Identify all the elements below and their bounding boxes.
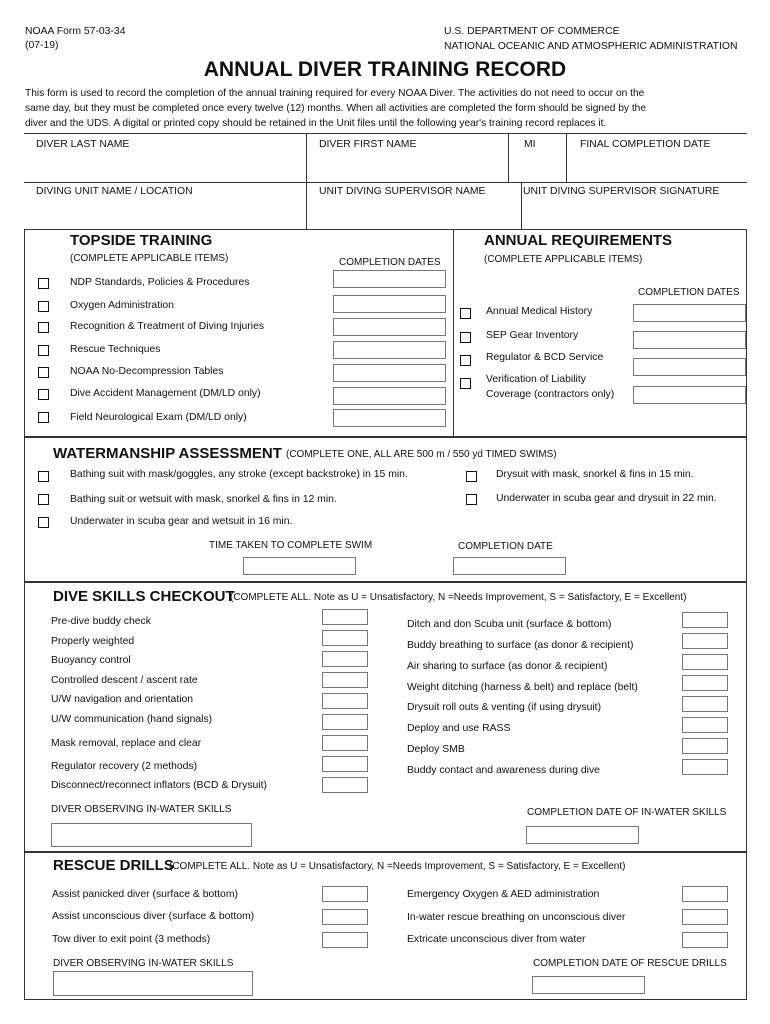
intro-line-2: same day, but they must be completed once every twelve (12) months. When all activities are completed the form should be signed by the	[25, 103, 646, 114]
dive-skill-rating-field[interactable]	[682, 717, 728, 733]
rescue-drill-label: Tow diver to exit point (3 methods)	[52, 934, 211, 945]
rescue-drill-rating-field[interactable]	[682, 909, 728, 925]
rescue-date-field[interactable]	[532, 976, 645, 994]
annual-date-field-1[interactable]	[633, 304, 746, 322]
final-completion-date-label: FINAL COMPLETION DATE	[580, 139, 711, 150]
dive-skills-date-label: COMPLETION DATE OF IN-WATER SKILLS	[527, 807, 727, 818]
annual-item-label: SEP Gear Inventory	[486, 330, 579, 341]
rescue-date-label: COMPLETION DATE OF RESCUE DRILLS	[533, 958, 727, 969]
rescue-drills-note: (COMPLETE ALL. Note as U = Unsatisfactory, N =Needs Improvement, S = Satisfactory, E = Excellent)	[169, 861, 626, 872]
form-number: NOAA Form 57-03-34	[25, 26, 126, 37]
topside-item-label: NOAA No-Decompression Tables	[70, 366, 224, 377]
dive-skill-label: Regulator recovery (2 methods)	[51, 761, 198, 772]
dive-skill-rating-field[interactable]	[682, 759, 728, 775]
rescue-observer-field[interactable]	[53, 971, 253, 996]
uds-name-label: UNIT DIVING SUPERVISOR NAME	[319, 186, 486, 197]
annual-requirements-heading: ANNUAL REQUIREMENTS	[484, 232, 673, 249]
topside-checkbox-6[interactable]	[38, 389, 49, 400]
annual-item-label: Regulator & BCD Service	[486, 352, 604, 363]
annual-date-field-3[interactable]	[633, 358, 746, 376]
topside-date-field-3[interactable]	[333, 318, 446, 336]
dive-skill-label: Disconnect/reconnect inflators (BCD & Drysuit)	[51, 780, 267, 791]
dive-skill-label: Buoyancy control	[51, 655, 131, 666]
annual-note: (COMPLETE APPLICABLE ITEMS)	[484, 254, 643, 265]
dive-skill-rating-field[interactable]	[682, 696, 728, 712]
topside-dates-label: COMPLETION DATES	[339, 257, 441, 268]
topside-note: (COMPLETE APPLICABLE ITEMS)	[70, 253, 229, 264]
rescue-drills-heading: RESCUE DRILLS	[53, 857, 174, 874]
swim-option-checkbox-1[interactable]	[38, 471, 49, 482]
dive-skill-rating-field[interactable]	[322, 630, 368, 646]
swim-option-checkbox-3[interactable]	[38, 517, 49, 528]
dive-skill-label: Buddy breathing to surface (as donor & recipient)	[407, 640, 634, 651]
annual-checkbox-3[interactable]	[460, 355, 471, 366]
topside-training-heading: TOPSIDE TRAINING	[70, 232, 213, 249]
diver-first-name-field[interactable]	[307, 152, 507, 182]
diver-first-name-label: DIVER FIRST NAME	[319, 139, 417, 150]
department-name: U.S. DEPARTMENT OF COMMERCE	[444, 26, 620, 37]
watermanship-note: (COMPLETE ONE, ALL ARE 500 m / 550 yd TIMED SWIMS)	[286, 449, 557, 460]
dive-skill-rating-field[interactable]	[322, 777, 368, 793]
swim-time-label: TIME TAKEN TO COMPLETE SWIM	[209, 540, 373, 551]
rescue-drill-rating-field[interactable]	[682, 932, 728, 948]
swim-completion-date-label: COMPLETION DATE	[458, 541, 553, 552]
dive-skill-label: U/W communication (hand signals)	[51, 714, 213, 725]
rescue-drill-label: In-water rescue breathing on unconscious diver	[407, 912, 626, 923]
middle-initial-field[interactable]	[509, 152, 565, 182]
dive-skill-rating-field[interactable]	[682, 612, 728, 628]
rescue-drill-label: Assist unconscious diver (surface & bottom)	[52, 911, 255, 922]
dive-skill-label: Buddy contact and awareness during dive	[407, 765, 600, 776]
topside-item-label: NDP Standards, Policies & Procedures	[70, 277, 250, 288]
middle-initial-label: MI	[524, 139, 536, 150]
topside-date-field-7[interactable]	[333, 409, 446, 427]
topside-date-field-1[interactable]	[333, 270, 446, 288]
annual-dates-label: COMPLETION DATES	[638, 287, 740, 298]
form-date: (07-19)	[25, 40, 59, 51]
annual-date-field-4[interactable]	[633, 386, 746, 404]
watermanship-heading: WATERMANSHIP ASSESSMENT	[53, 445, 282, 462]
swim-option-label: Drysuit with mask, snorkel & fins in 15 min.	[496, 469, 694, 480]
annual-item-label: Annual Medical History	[486, 306, 593, 317]
uds-name-field[interactable]	[307, 199, 519, 229]
swim-completion-date-field[interactable]	[453, 557, 566, 575]
swim-option-label: Underwater in scuba gear and wetsuit in 16 min.	[70, 516, 293, 527]
dive-skill-rating-field[interactable]	[322, 693, 368, 709]
swim-option-checkbox-4[interactable]	[466, 471, 477, 482]
dive-skill-label: Air sharing to surface (as donor & recipient)	[407, 661, 608, 672]
topside-checkbox-4[interactable]	[38, 345, 49, 356]
annual-checkbox-4[interactable]	[460, 378, 471, 389]
dive-skill-label: Deploy and use RASS	[407, 723, 511, 734]
dive-skill-label: Weight ditching (harness & belt) and replace (belt)	[407, 682, 638, 693]
dive-skill-rating-field[interactable]	[682, 675, 728, 691]
rescue-drill-rating-field[interactable]	[322, 932, 368, 948]
dive-skill-rating-field[interactable]	[322, 735, 368, 751]
annual-checkbox-2[interactable]	[460, 332, 471, 343]
dive-skills-date-field[interactable]	[526, 826, 639, 844]
uds-signature-label: UNIT DIVING SUPERVISOR SIGNATURE	[523, 186, 720, 197]
topside-checkbox-2[interactable]	[38, 301, 49, 312]
dive-observer-field[interactable]	[51, 823, 252, 847]
swim-option-label: Underwater in scuba gear and drysuit in 22 min.	[496, 493, 717, 504]
rescue-drill-label: Assist panicked diver (surface & bottom)	[52, 889, 238, 900]
topside-checkbox-1[interactable]	[38, 278, 49, 289]
final-completion-date-field[interactable]	[567, 152, 747, 182]
rescue-drill-label: Extricate unconscious diver from water	[407, 934, 586, 945]
topside-item-label: Dive Accident Management (DM/LD only)	[70, 388, 261, 399]
annual-liability-line-2: Coverage (contractors only)	[486, 389, 615, 400]
swim-option-label: Bathing suit with mask/goggles, any stroke (except backstroke) in 15 min.	[70, 469, 408, 480]
diving-unit-label: DIVING UNIT NAME / LOCATION	[36, 186, 193, 197]
diver-last-name-field[interactable]	[25, 152, 305, 182]
dive-skill-rating-field[interactable]	[682, 654, 728, 670]
topside-date-field-4[interactable]	[333, 341, 446, 359]
swim-option-label: Bathing suit or wetsuit with mask, snorkel & fins in 12 min.	[70, 494, 337, 505]
diving-unit-field[interactable]	[25, 199, 305, 229]
rescue-drill-label: Emergency Oxygen & AED administration	[407, 889, 600, 900]
swim-time-field[interactable]	[243, 557, 356, 575]
dive-skill-label: U/W navigation and orientation	[51, 694, 194, 705]
annual-liability-line-1: Verification of Liability	[486, 374, 586, 385]
intro-line-1: This form is used to record the completion of the annual training required for every NOAA Diver. The activities do not need to occur on the	[25, 88, 645, 99]
dive-skill-rating-field[interactable]	[322, 756, 368, 772]
topside-item-label: Rescue Techniques	[70, 344, 161, 355]
rescue-drill-rating-field[interactable]	[322, 886, 368, 902]
dive-skill-label: Pre-dive buddy check	[51, 616, 151, 627]
dive-skills-heading: DIVE SKILLS CHECKOUT	[53, 588, 235, 605]
page-title: ANNUAL DIVER TRAINING RECORD	[203, 58, 567, 81]
annual-checkbox-1[interactable]	[460, 308, 471, 319]
agency-name: NATIONAL OCEANIC AND ATMOSPHERIC ADMINISTRATION	[444, 41, 738, 52]
dive-skill-label: Mask removal, replace and clear	[51, 738, 202, 749]
dive-skill-label: Controlled descent / ascent rate	[51, 675, 198, 686]
diver-last-name-label: DIVER LAST NAME	[36, 139, 130, 150]
swim-option-checkbox-5[interactable]	[466, 494, 477, 505]
topside-item-label: Field Neurological Exam (DM/LD only)	[70, 412, 247, 423]
rescue-drill-rating-field[interactable]	[322, 909, 368, 925]
topside-checkbox-5[interactable]	[38, 367, 49, 378]
rescue-drill-rating-field[interactable]	[682, 886, 728, 902]
dive-observer-label: DIVER OBSERVING IN-WATER SKILLS	[51, 804, 232, 815]
dive-skill-label: Properly weighted	[51, 636, 135, 647]
swim-option-checkbox-2[interactable]	[38, 494, 49, 505]
dive-skills-note: (COMPLETE ALL. Note as U = Unsatisfactory, N =Needs Improvement, S = Satisfactory, E = Excellent)	[230, 592, 687, 603]
dive-skill-label: Drysuit roll outs & venting (if using drysuit)	[407, 702, 602, 713]
dive-skill-label: Deploy SMB	[407, 744, 465, 755]
dive-skill-rating-field[interactable]	[682, 633, 728, 649]
dive-skill-label: Ditch and don Scuba unit (surface & bottom)	[407, 619, 612, 630]
dive-skill-rating-field[interactable]	[322, 609, 368, 625]
intro-line-3: diver and the UDS. A digital or printed copy should be retained in the Unit files until the following year's training record replaces it.	[25, 118, 607, 129]
topside-checkbox-7[interactable]	[38, 412, 49, 423]
topside-item-label: Recognition & Treatment of Diving Injuries	[70, 321, 265, 332]
dive-skill-rating-field[interactable]	[682, 738, 728, 754]
topside-date-field-2[interactable]	[333, 295, 446, 313]
topside-item-label: Oxygen Administration	[70, 300, 174, 311]
dive-skill-rating-field[interactable]	[322, 714, 368, 730]
uds-signature-field[interactable]	[522, 199, 747, 229]
rescue-observer-label: DIVER OBSERVING IN-WATER SKILLS	[53, 958, 234, 969]
topside-date-field-6[interactable]	[333, 387, 446, 405]
dive-skill-rating-field[interactable]	[322, 672, 368, 688]
topside-date-field-5[interactable]	[333, 364, 446, 382]
topside-checkbox-3[interactable]	[38, 322, 49, 333]
dive-skill-rating-field[interactable]	[322, 651, 368, 667]
annual-date-field-2[interactable]	[633, 331, 746, 349]
